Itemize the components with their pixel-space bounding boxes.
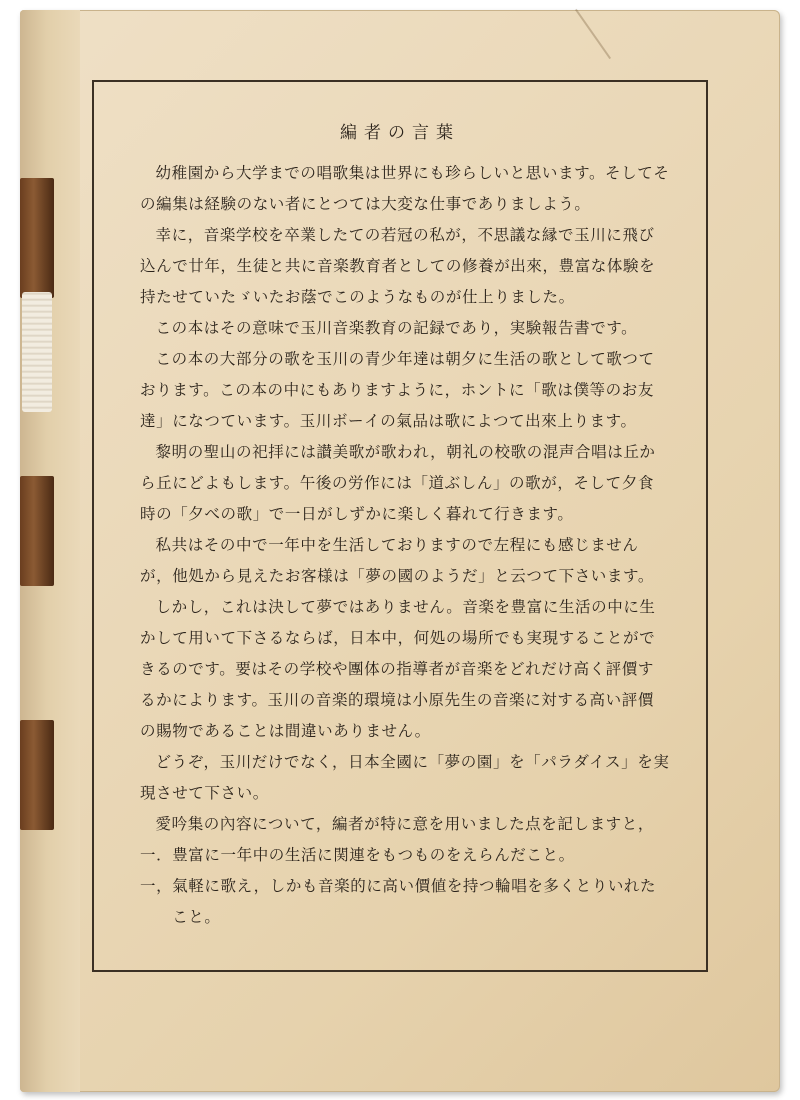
list-marker: 一． [140, 846, 173, 864]
list-item-text: 氣軽に歌え，しかも音楽的に高い價値を持つ輪唱を多くとりいれたこと。 [172, 877, 657, 926]
binding-thread [22, 292, 52, 412]
paragraph: この本の大部分の歌を玉川の青少年達は朝夕に生活の歌として歌つております。この本の中にもありますように，ホントに「歌は僕等のお友達」になつています。玉川ボーイの氣品は歌によつて出來上ります。 [140, 350, 655, 430]
preface-body [140, 158, 670, 933]
paragraph: どうぞ，玉川だけでなく，日本全國に「夢の園」を「パラダイス」を実現させて下さい。 [140, 753, 670, 802]
page-title: 編者の言葉 [340, 123, 460, 143]
binding-tape [20, 720, 54, 830]
text-frame [92, 80, 708, 972]
page-crease [575, 9, 611, 59]
binding-tape [20, 178, 54, 298]
paragraph: しかし，これは決して夢ではありません。音楽を豊富に生活の中に生かして用いて下さるならば，日本中，何処の場所でも実現することができるのです。要はその学校や團体の指導者が音楽をどれだけ高く評價するかによります。玉川の音楽的環境は小原先生の音楽に対する高い評價の賜物であることは間違いありません。 [140, 598, 656, 740]
list-marker: 一， [140, 877, 173, 895]
paragraph: 黎明の聖山の祀拝には讃美歌が歌われ，朝礼の校歌の混声合唱は丘から丘にどよもします。午後の労作には「道ぶしん」の歌が，そして夕食時の「夕べの歌」で一日がしずかに楽しく暮れて行きます。 [140, 443, 656, 523]
list-item [140, 840, 670, 871]
paragraph: 幸に，音楽学校を卒業したての若冠の私が，不思議な縁で玉川に飛び込んで廿年，生徒と共に音楽教育者としての修養が出來，豊富な体験を持たせていたゞいたお蔭でこのようなものが仕上りました。 [140, 226, 656, 306]
binding-tape [20, 476, 54, 586]
paragraph: 私共はその中で一年中を生活しておりますので左程にも感じませんが，他処から見えたお客様は「夢の國のようだ」と云つて下さいます。 [140, 536, 654, 585]
paragraph: この本はその意味で玉川音楽教育の記録であり，実験報告書です。 [155, 319, 638, 337]
list-item-text: 豊富に一年中の生活に関連をもつものをえらんだこと。 [172, 846, 575, 864]
book-page [20, 10, 780, 1092]
list-item [140, 871, 670, 933]
paragraph: 幼稚園から大学までの唱歌集は世界にも珍らしいと思います。そしてその編集は経験のない者にとつては大変な仕事でありましよう。 [140, 164, 670, 213]
paragraph: 愛吟集の內容について，編者が特に意を用いました点を記しますと， [155, 815, 654, 833]
